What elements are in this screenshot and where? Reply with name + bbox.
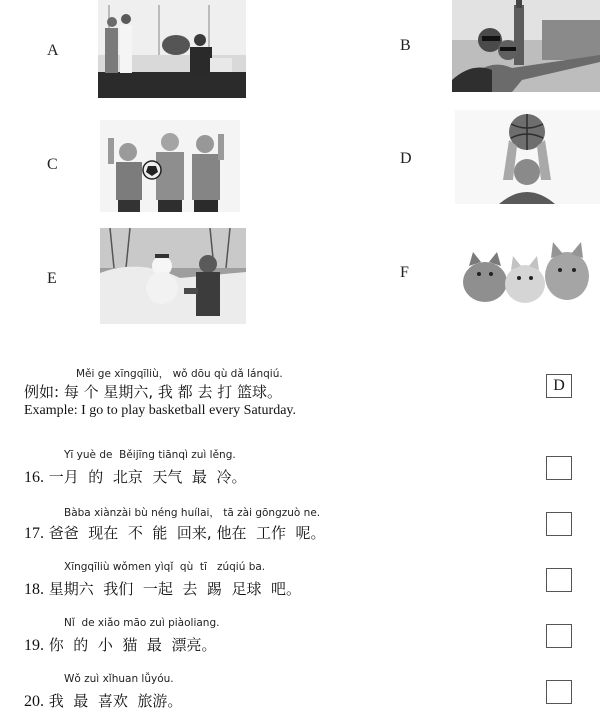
q16-hanzi: 一月 的 北京 天气 最 冷。 [44,468,247,486]
snowman-winter-photo [100,228,246,324]
option-letter-b: B [400,37,411,54]
q17-number: 17. [24,525,44,542]
example-english: Example: I go to play basketball every Saturday. [24,403,297,418]
example-answer-box: D [546,374,572,398]
office-meeting-photo [98,0,246,98]
q19-answer-box[interactable] [546,624,572,648]
q16-sentence [24,466,246,487]
q20-answer-box[interactable] [546,680,572,704]
option-letter-f: F [400,264,409,281]
option-letter-e: E [47,270,57,287]
q18-number: 18. [24,581,44,598]
q18-hanzi: 星期六 我们 一起 去 踢 足球 吧。 [44,580,301,598]
q20-hanzi: 我 最 喜欢 旅游。 [44,692,183,710]
tourists-city-photo [452,0,600,92]
q16-pinyin: Yī yuè de Běijīng tiānqì zuì lěng. [64,449,236,461]
q19-pinyin: Nǐ de xiǎo māo zuì piàoliang. [64,617,220,629]
q20-number: 20. [24,693,44,710]
q17-hanzi: 爸爸 现在 不 能 回来, 他在 工作 呢。 [44,524,326,542]
q18-pinyin: Xīngqīliù wǒmen yìqǐ qù tī zúqiú ba. [64,561,266,573]
q17-pinyin: Bàba xiànzài bù néng huílai， tā zài gōngzuò ne. [64,507,321,519]
example-label: 例如: [24,383,60,401]
q17-sentence [24,522,326,543]
q19-number: 19. [24,637,44,654]
boys-football-photo [100,120,240,212]
q19-hanzi: 你 的 小 猫 最 漂亮。 [44,636,217,654]
q16-answer-box[interactable] [546,456,572,480]
q16-number: 16. [24,469,44,486]
q18-sentence [24,578,301,599]
example-hanzi: 每 个 星期六, 我 都 去 打 篮球。 [59,383,282,401]
q19-sentence [24,634,216,655]
kittens-photo [455,232,600,308]
q20-pinyin: Wǒ zuì xǐhuan lǚyóu. [64,673,174,685]
option-letter-d: D [400,150,412,167]
q18-answer-box[interactable] [546,568,572,592]
option-letter-c: C [47,156,58,173]
option-letter-a: A [47,42,59,59]
example-pinyin: Měi ge xīngqīliù， wǒ dōu qù dǎ lánqiú. [76,368,283,380]
boy-basketball-photo [455,110,600,204]
q17-answer-box[interactable] [546,512,572,536]
q20-sentence [24,690,182,711]
example-sentence [24,381,282,402]
